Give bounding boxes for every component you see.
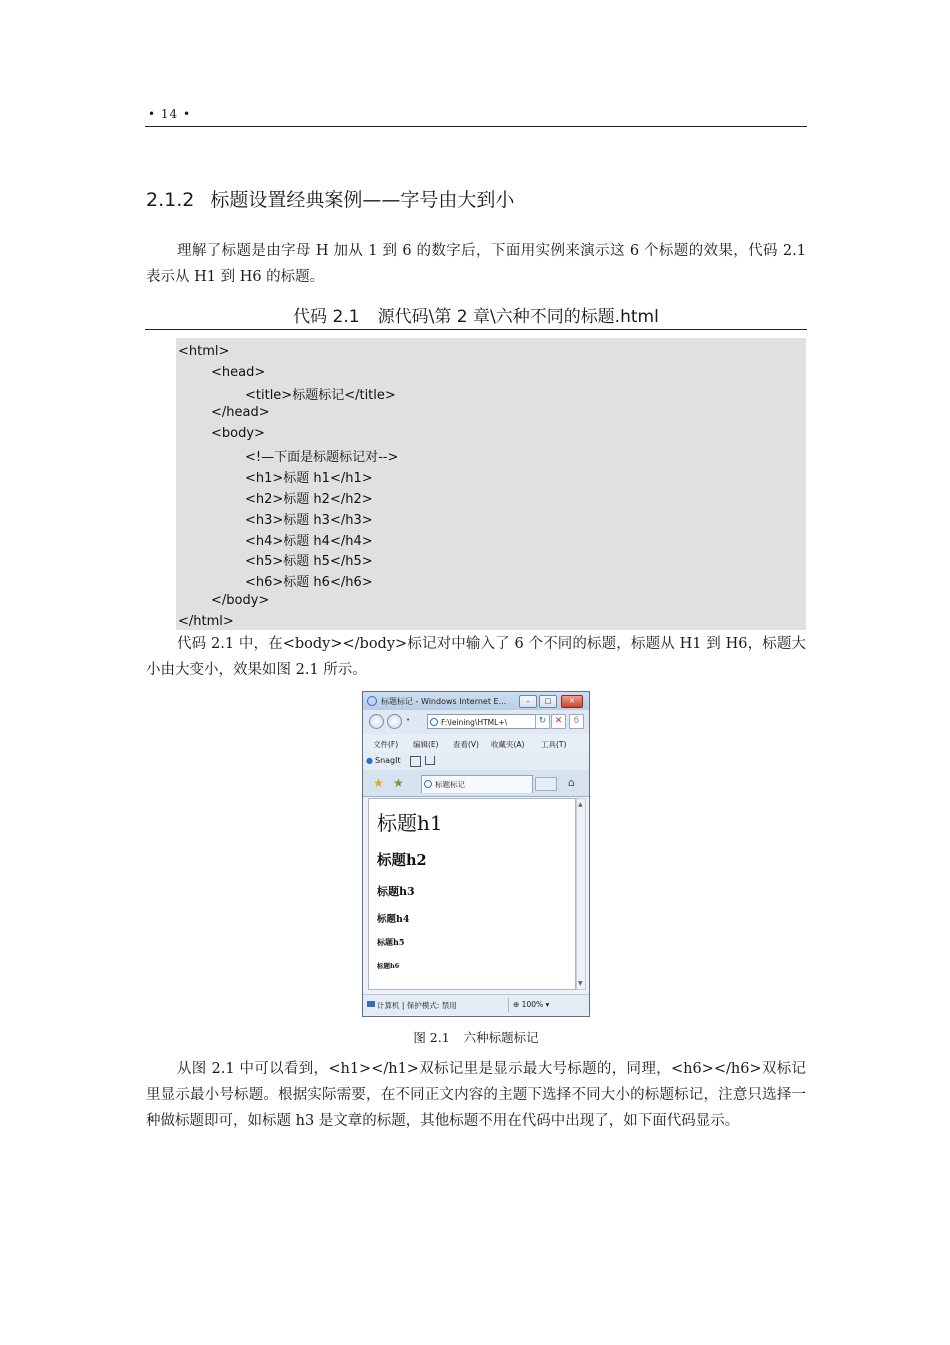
capture-options-icon: [425, 756, 435, 765]
browser-status-bar: [363, 994, 589, 1015]
code-line: <h2>标题 h2</h2>: [245, 492, 373, 507]
code-line: <body>: [211, 426, 265, 441]
add-favorite-icon: ★: [393, 776, 404, 790]
menu-view: 查看(V): [453, 740, 479, 749]
section-heading: [146, 185, 514, 212]
snagit-icon: ●: [366, 756, 373, 765]
browser-tab: [421, 775, 533, 793]
code-line: <h5>标题 h5</h5>: [245, 554, 373, 569]
rendered-h4: 标题h4: [377, 914, 410, 925]
menu-tools: 工具(T): [541, 740, 567, 749]
back-icon: [369, 714, 384, 729]
section-number: 2.1.2: [146, 189, 195, 211]
menu-edit: 编辑(E): [413, 740, 439, 749]
zoom-value: 100%: [521, 1000, 544, 1009]
browser-address-row: [363, 710, 589, 734]
browser-tab-row: [363, 770, 589, 797]
code-caption-rule: [145, 329, 807, 330]
code-line: <h1>标题 h1</h1>: [245, 471, 373, 486]
code-line: </head>: [211, 405, 270, 420]
status-divider: [508, 998, 509, 1012]
scroll-up-icon: ▲: [578, 801, 583, 808]
forward-icon: [387, 714, 402, 729]
code-line: <!—下面是标题标记对-->: [245, 450, 399, 465]
code-caption-number: 代码 2.1: [293, 307, 360, 327]
explanation-paragraph: 代码 2.1 中，在<body></body>标记对中输入了 6 个不同的标题，标题从 H1 到 H6，标题大小由大变小，效果如图 2.1 所示。: [146, 636, 806, 678]
figure-title: 六种标题标记: [463, 1030, 539, 1045]
status-text: 计算机 | 保护模式: 禁用: [377, 1001, 457, 1010]
rendered-h3: 标题h3: [377, 885, 415, 898]
code-line: <h6>标题 h6</h6>: [245, 575, 373, 590]
page-number: • 14 •: [148, 107, 192, 121]
computer-icon: [367, 1001, 375, 1007]
close-icon: ✕: [561, 695, 583, 708]
code-block: [176, 338, 806, 630]
tab-title: 标题标记: [435, 780, 465, 789]
browser-title-bar: [363, 692, 589, 710]
figure-number: 图 2.1: [413, 1030, 450, 1045]
capture-icon: [410, 756, 421, 767]
code-caption: [146, 302, 806, 327]
section-title: 标题设置经典案例——字号由大到小: [210, 189, 515, 211]
minimize-icon: –: [519, 695, 537, 708]
menu-favorites: 收藏夹(A): [491, 740, 525, 749]
rendered-h1: 标题h1: [377, 811, 443, 835]
history-dropdown-icon: •: [406, 716, 411, 724]
address-text: F:\leining\HTML+\: [441, 718, 508, 727]
zoom-level: ⊕ 100% ▾: [513, 1000, 550, 1009]
favorites-star-icon: ★: [373, 776, 384, 790]
ie-page-icon: [430, 718, 438, 726]
header-rule: [145, 126, 807, 127]
code-caption-title: 源代码\第 2 章\六种不同的标题.html: [377, 307, 659, 327]
rendered-h5: 标题h5: [377, 937, 405, 947]
code-line: <h3>标题 h3</h3>: [245, 513, 373, 528]
code-line: <title>标题标记</title>: [245, 388, 396, 403]
address-bar: [427, 714, 543, 729]
browser-window-title: 标题标记 - Windows Internet E...: [381, 697, 507, 706]
ie-logo-icon: [367, 696, 377, 706]
browser-content: [368, 798, 576, 990]
snagit-label: SnagIt: [375, 756, 401, 765]
code-line: <html>: [178, 344, 230, 359]
ie-tab-icon: [424, 780, 432, 788]
scroll-down-icon: ▼: [578, 980, 583, 987]
intro-paragraph: 理解了标题是由字母 H 加从 1 到 6 的数字后，下面用实例来演示这 6 个标题的效果，代码 2.1 表示从 H1 到 H6 的标题。: [146, 243, 806, 285]
rendered-h2: 标题h2: [377, 852, 427, 869]
code-line: </html>: [178, 614, 234, 629]
maximize-icon: □: [539, 695, 557, 708]
figure-caption: [146, 1028, 806, 1046]
stop-icon: ✕: [551, 714, 566, 729]
new-tab-button: [535, 777, 557, 791]
refresh-icon: ↻: [535, 714, 550, 729]
browser-menu-bar: [363, 734, 589, 752]
zoom-icon: ⊕: [513, 1000, 522, 1009]
conclusion-paragraph: 从图 2.1 中可以看到，<h1></h1>双标记里是显示最大号标题的，同理，<h6></h6>双标记里显示最小号标题。根据实际需要，在不同正文内容的主题下选择不同大小的标题标记，注意只选择一种做标题即可，如标题 h3 是文章的标题，其他标题不用在代码中出现了，如下面代码显示。: [146, 1061, 806, 1129]
snagit-toolbar: [363, 752, 589, 770]
code-line: <head>: [211, 365, 266, 380]
code-line: <h4>标题 h4</h4>: [245, 534, 373, 549]
menu-file: 文件(F): [373, 740, 399, 749]
code-line: </body>: [211, 593, 270, 608]
search-icon: ϭ: [569, 714, 584, 729]
vertical-scrollbar: [576, 798, 586, 990]
browser-screenshot-figure: [362, 691, 590, 1017]
home-icon: ⌂: [568, 776, 575, 789]
rendered-h6: 标题h6: [377, 962, 400, 970]
